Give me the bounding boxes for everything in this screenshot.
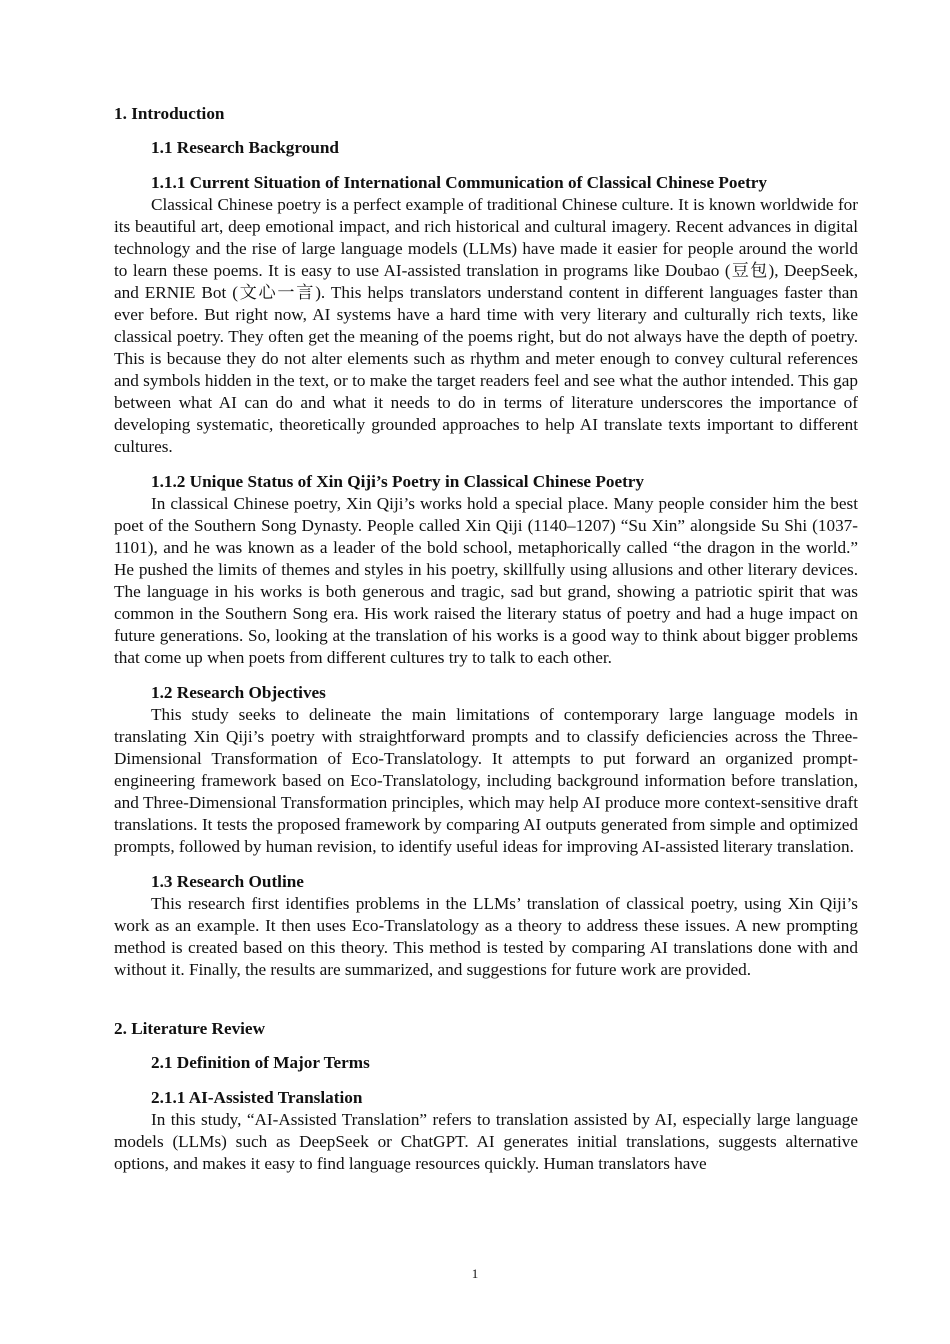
paragraph-current-situation: Classical Chinese poetry is a perfect example of traditional Chinese culture. It is known worldwide for its beautiful art, deep emotional impact, and rich historical and cultural imagery. Recent advances in digital technology and the rise of large language models (LLMs) have made it easier for people around the world to learn these poems. It is easy to use AI-assisted translation in programs like Doubao (豆包), DeepSeek, and ERNIE Bot (文心一言). This helps translators understand content in different languages faster than ever before. But right now, AI systems have a hard time with very literary and culturally rich texts, like classical poetry. They often get the meaning of the poems right, but do not always have the depth of poetry. This is because they do not alter elements such as rhythm and meter enough to convey cultural references and symbols hidden in the text, or to make the target readers feel and see what the author intended. This gap between what AI can do and what it needs to do in terms of literature underscores the importance of developing systematic, theoretically grounded approaches to help AI translate texts important to different cultures.: [114, 195, 858, 456]
paragraph-research-outline: This research first identifies problems in the LLMs’ translation of classical poetry, using Xin Qiji’s work as an example. It then uses Eco-Translatology as a theory to address these issues. A new prompting method is created based on this theory. This method is tested by comparing AI translations done with and without it. Finally, the results are summarized, and suggestions for future work are provided.: [114, 894, 858, 979]
section-heading-literature-review: 2. Literature Review: [114, 1019, 265, 1038]
subsubsection-heading-ai-assisted-translation: 2.1.1 AI-Assisted Translation: [151, 1088, 363, 1107]
subsection-heading-research-objectives: 1.2 Research Objectives: [151, 683, 326, 702]
subsubsection-heading-xin-qiji-status: 1.1.2 Unique Status of Xin Qiji’s Poetry in Classical Chinese Poetry: [151, 472, 645, 491]
page-number: 1: [471, 1266, 479, 1281]
section-heading-introduction: 1. Introduction: [114, 104, 225, 123]
paragraph-research-objectives: This study seeks to delineate the main limitations of contemporary large language models in translating Xin Qiji’s poetry with straightforward prompts and to classify deficiencies across the Three-Dimensional Transformation of Eco-Translatology. It attempts to put forward an organized prompt-engineering framework based on Eco-Translatology, including background information before translation, and Three-Dimensional Transformation principles, which may help AI produce more context-sensitive draft translations. It tests the proposed framework by comparing AI outputs generated from simple and optimized prompts, followed by human revision, to identify useful ideas for improving AI-assisted literary translation.: [114, 705, 858, 856]
subsection-heading-research-background: 1.1 Research Background: [151, 138, 339, 157]
subsection-heading-major-terms: 2.1 Definition of Major Terms: [151, 1053, 370, 1072]
paragraph-ai-assisted-translation: In this study, “AI-Assisted Translation” refers to translation assisted by AI, especially large language models (LLMs) such as DeepSeek or ChatGPT. AI generates initial translations, suggests alternative options, and makes it easy to find language resources quickly. Human translators have: [114, 1110, 858, 1173]
paragraph-xin-qiji-status: In classical Chinese poetry, Xin Qiji’s works hold a special place. Many people consider him the best poet of the Southern Song Dynasty. People called Xin Qiji (1140–1207) “Su Xin” alongside Su Shi (1037-1101), and he was known as a leader of the bold school, metaphorically called “the dragon in the world.” He pushed the limits of themes and styles in his poetry, skillfully using allusions and other literary devices. The language in his works is both generous and tragic, sad but grand, showing a patriotic spirit that was common in the Southern Song era. His work raised the literary status of poetry and had a huge impact on future generations. So, looking at the translation of his works is a good way to think about bigger problems that come up when poets from different cultures try to talk to each other.: [114, 494, 858, 667]
subsection-heading-research-outline: 1.3 Research Outline: [151, 872, 304, 891]
section-spacer: [114, 994, 858, 1018]
subsubsection-heading-current-situation: 1.1.1 Current Situation of International Communication of Classical Chinese Poetry: [151, 173, 768, 192]
